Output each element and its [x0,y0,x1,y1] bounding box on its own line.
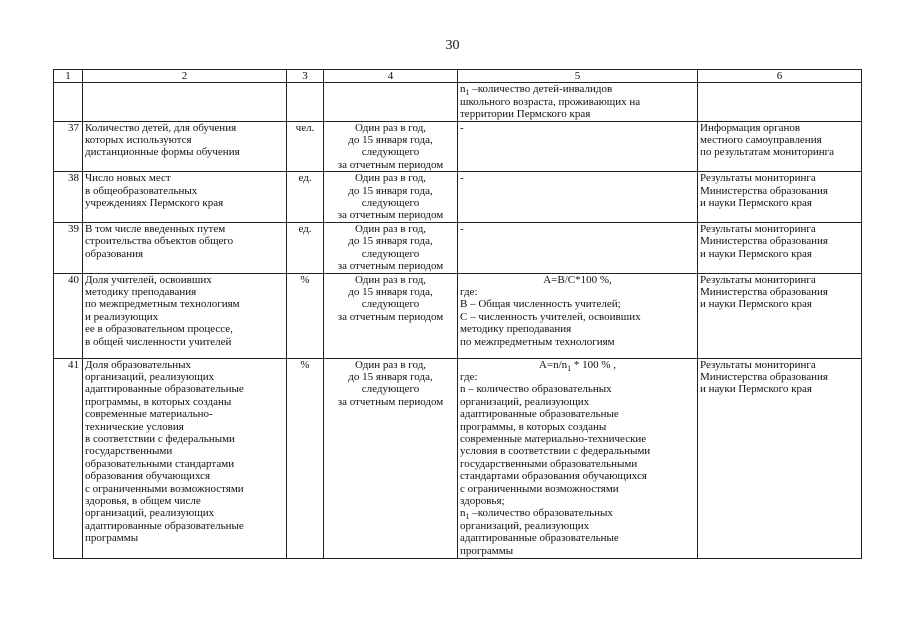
row-number-cell: 39 [54,222,83,273]
table-row [54,222,862,273]
cell-line: до 15 января года, [348,235,433,248]
cell-line: Министерства образования [700,370,828,383]
cell-line: Один раз в год, [354,222,427,235]
cell-line: $n_1$ –количество образовательных [460,507,613,522]
row-number-cell: 40 [54,273,83,358]
cell-line: до 15 января года, [348,134,433,147]
cell-line: образования [85,247,144,260]
cell-line: стандартами образования обучающихся [460,470,647,483]
indicator-name-cell [83,121,287,172]
cell-line: Результаты мониторинга [700,273,816,286]
method-line: школьного возраста, проживающих на [460,95,641,108]
cell-line: здоровья, в общем числе [85,494,201,507]
cell-line: Результаты мониторинга [700,222,816,235]
table-row [54,121,862,172]
method-line: территории Пермского края [460,108,591,121]
cell-line: методику преподавания [85,285,197,298]
period-cell [324,222,458,273]
cell-line: современные материально-технические [460,432,647,445]
cell-line: современные материально- [85,408,213,421]
cell-line: методику преподавания [460,323,572,336]
header-cell: 1 [54,70,83,83]
cell-line: и реализующих [85,310,159,323]
cell-line: Министерства образования [700,184,828,197]
continuation-row [54,83,862,121]
period-cell [324,172,458,223]
cell-line: Один раз в год, [354,273,427,286]
cell-line: местного самоуправления [700,134,822,147]
unit-cell: чел. [287,121,324,172]
cell-line: учреждениях Пермского края [85,197,224,210]
cell-line: образования обучающихся [85,470,211,483]
cell-line: адаптированные образовательные [460,532,619,545]
source-cell [698,121,862,172]
cell-line: образовательными стандартами [85,457,235,470]
cell-line: В – Общая численность учителей; [460,298,621,311]
header-cell: 6 [698,70,862,83]
cell-line: следующего [361,383,420,396]
cell-line: программы, в которых созданы [85,395,232,408]
cell-line: в соответствии с федеральными [85,432,235,445]
unit-cell: % [287,358,324,558]
header-row [54,70,862,83]
cell-line: организаций, реализующих [460,519,590,532]
cell-line: Доля учителей, освоивших [85,273,212,286]
cell-line: технические условия [85,420,184,433]
source-cell [698,172,862,223]
cell-line: до 15 января года, [348,285,433,298]
table-row [54,358,862,558]
cell-line: Один раз в год, [354,172,427,185]
cell-line: программы, в которых созданы [460,420,607,433]
cell-line: следующего [361,146,420,159]
header-cell: 3 [287,70,324,83]
cell-line: - [460,121,464,134]
cell-line: - [460,172,464,185]
row-number-cell: 38 [54,172,83,223]
cell-line: где: [460,285,478,298]
cell-line: В том числе введенных путем [85,222,226,235]
cell-line: организаций, реализующих [85,507,215,520]
cell-line: здоровья; [460,494,505,507]
indicator-name-cell [83,273,287,358]
table-row [54,273,862,358]
cell-line: Результаты мониторинга [700,172,816,185]
method-line: $n_1$ –количество детей-инвалидов [460,83,613,98]
cell-line: строительства объектов общего [85,235,234,248]
header-cell: 4 [324,70,458,83]
cell-line: - [460,222,464,235]
method-cell [458,273,698,358]
row-number-cell: 37 [54,121,83,172]
cell-line: А=В/С*100 %, [543,273,612,286]
cell-line: Результаты мониторинга [700,358,816,371]
cell-line: с ограниченными возможностями [460,482,619,495]
header-cell: 5 [458,70,698,83]
cell-line: за отчетным периодом [337,209,444,222]
cell-line: Министерства образования [700,235,828,248]
source-cell [698,273,862,358]
cell-line: организаций, реализующих [460,395,590,408]
cell-line: Число новых мест [85,172,171,185]
cell-line: следующего [361,298,420,311]
continuation-method-cell [458,83,698,121]
cell-line: Один раз в год, [354,121,427,134]
cell-line: по межпредметным технологиям [85,298,240,311]
source-cell [698,358,862,558]
table-row [54,172,862,223]
cell-line: ее в образовательном процессе, [85,323,233,336]
cell-line: и науки Пермского края [700,298,812,311]
cell-line: с ограниченными возможностями [85,482,244,495]
cell-line: условия в соответствии с федеральными [460,445,651,458]
cell-line: за отчетным периодом [337,260,444,273]
unit-cell: ед. [287,172,324,223]
cell-line: государственными образовательными [460,457,638,470]
cell-line: до 15 января года, [348,370,433,383]
method-cell [458,121,698,172]
cell-line: $А=n/n_1 * 100$ % , [538,358,617,373]
indicator-name-cell [83,172,287,223]
cell-line: которых используются [85,134,192,147]
cell-line: дистанционные формы обучения [85,146,240,159]
cell-line: программы [460,544,514,557]
cell-line: адаптированные образовательные [460,408,619,421]
cell-line: до 15 января года, [348,184,433,197]
cell-line: за отчетным периодом [337,310,444,323]
cell-line: за отчетным периодом [337,395,444,408]
indicator-name-cell [83,222,287,273]
cell-line: и науки Пермского края [700,197,812,210]
cell-line: Министерства образования [700,285,828,298]
cell-line: Доля образовательных [85,358,192,371]
cell-line: адаптированные образовательные [85,383,244,396]
cell-line: и науки Пермского края [700,247,812,260]
cell-line: следующего [361,197,420,210]
cell-line: по результатам мониторинга [700,146,835,159]
cell-line: организаций, реализующих [85,370,215,383]
cell-line: в общеобразовательных [85,184,198,197]
indicators-table [53,69,862,559]
cell-line: n – количество образовательных [460,383,612,396]
method-cell [458,172,698,223]
period-cell [324,121,458,172]
source-cell [698,222,862,273]
cell-line: за отчетным периодом [337,158,444,171]
cell-line: и науки Пермского края [700,383,812,396]
cell-line: где: [460,370,478,383]
cell-line: Один раз в год, [354,358,427,371]
cell-line: следующего [361,247,420,260]
cell-line: Информация органов [700,121,801,134]
unit-cell: % [287,273,324,358]
cell-line: по межпредметным технологиям [460,335,615,348]
indicator-name-cell [83,358,287,558]
cell-line: программы [85,532,139,545]
period-cell [324,273,458,358]
unit-cell: ед. [287,222,324,273]
method-cell [458,358,698,558]
cell-line: Количество детей, для обучения [85,121,237,134]
row-number-cell: 41 [54,358,83,558]
method-cell [458,222,698,273]
cell-line: в общей численности учителей [85,335,232,348]
cell-line: адаптированные образовательные [85,519,244,532]
cell-line: государственными [85,445,173,458]
page-number: 30 [445,38,460,53]
cell-line: С – численность учителей, освоивших [460,310,641,323]
header-cell: 2 [83,70,287,83]
period-cell [324,358,458,558]
